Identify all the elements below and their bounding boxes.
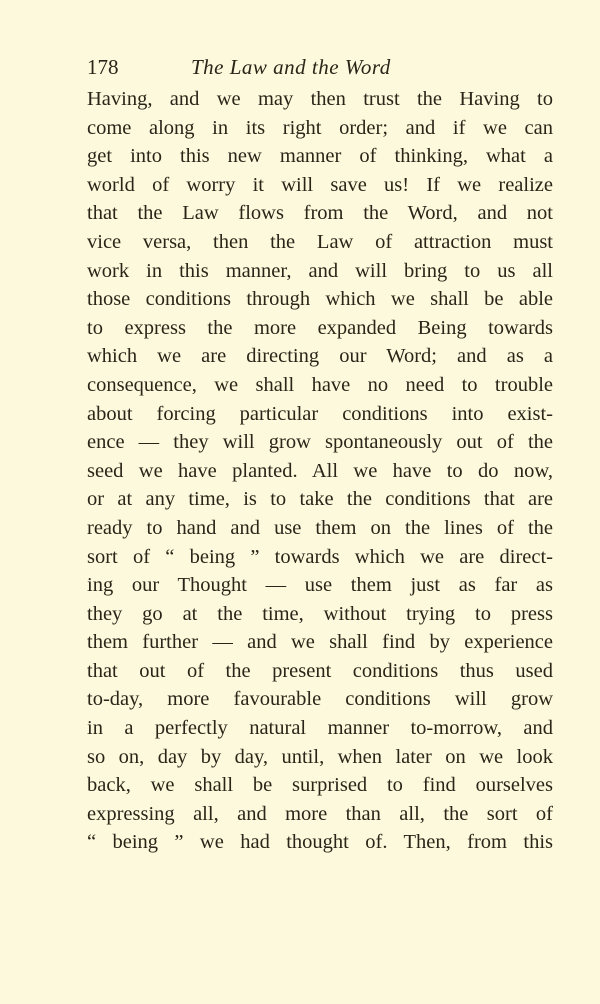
- text-line: Having, and we may then trust the Having to: [87, 88, 553, 110]
- page-number: 178: [87, 55, 119, 79]
- text-line: to express the more expanded Being towards: [87, 316, 553, 339]
- running-title: The Law and the Word: [191, 55, 391, 79]
- text-line: get into this new manner of thinking, what a: [87, 145, 553, 168]
- text-line: those conditions through which we shall be able: [87, 288, 553, 311]
- text-line: seed we have planted. All we have to do now,: [87, 459, 553, 482]
- text-line: “ being ” we had thought of. Then, from this: [87, 831, 553, 854]
- text-line: about forcing particular conditions into exist-: [87, 402, 553, 425]
- text-line: that the Law flows from the Word, and not: [87, 202, 553, 225]
- page-body-text: [87, 85, 553, 857]
- text-line: vice versa, then the Law of attraction must: [87, 230, 553, 253]
- text-line: ready to hand and use them on the lines of the: [87, 516, 553, 539]
- text-line: to-day, more favourable conditions will grow: [87, 688, 553, 711]
- text-line: sort of “ being ” towards which we are direct-: [87, 545, 553, 568]
- text-line: consequence, we shall have no need to trouble: [87, 373, 553, 396]
- text-line: ing our Thought — use them just as far as: [87, 574, 553, 597]
- text-line: so on, day by day, until, when later on we look: [87, 745, 553, 768]
- text-line: come along in its right order; and if we can: [87, 116, 553, 139]
- text-line: they go at the time, without trying to press: [87, 602, 553, 625]
- text-line: them further — and we shall find by experience: [87, 631, 553, 654]
- text-line: back, we shall be surprised to find ourselves: [87, 774, 553, 797]
- text-line: in a perfectly natural manner to-morrow, and: [87, 717, 553, 740]
- text-line: that out of the present conditions thus used: [87, 659, 553, 682]
- text-line: or at any time, is to take the conditions that are: [87, 488, 553, 511]
- text-line: ence — they will grow spontaneously out of the: [87, 431, 553, 454]
- text-line: expressing all, and more than all, the sort of: [87, 802, 553, 825]
- text-line: which we are directing our Word; and as a: [87, 345, 553, 368]
- text-line: work in this manner, and will bring to us all: [87, 259, 553, 282]
- running-header: [87, 55, 553, 85]
- text-line: world of worry it will save us! If we realize: [87, 173, 553, 196]
